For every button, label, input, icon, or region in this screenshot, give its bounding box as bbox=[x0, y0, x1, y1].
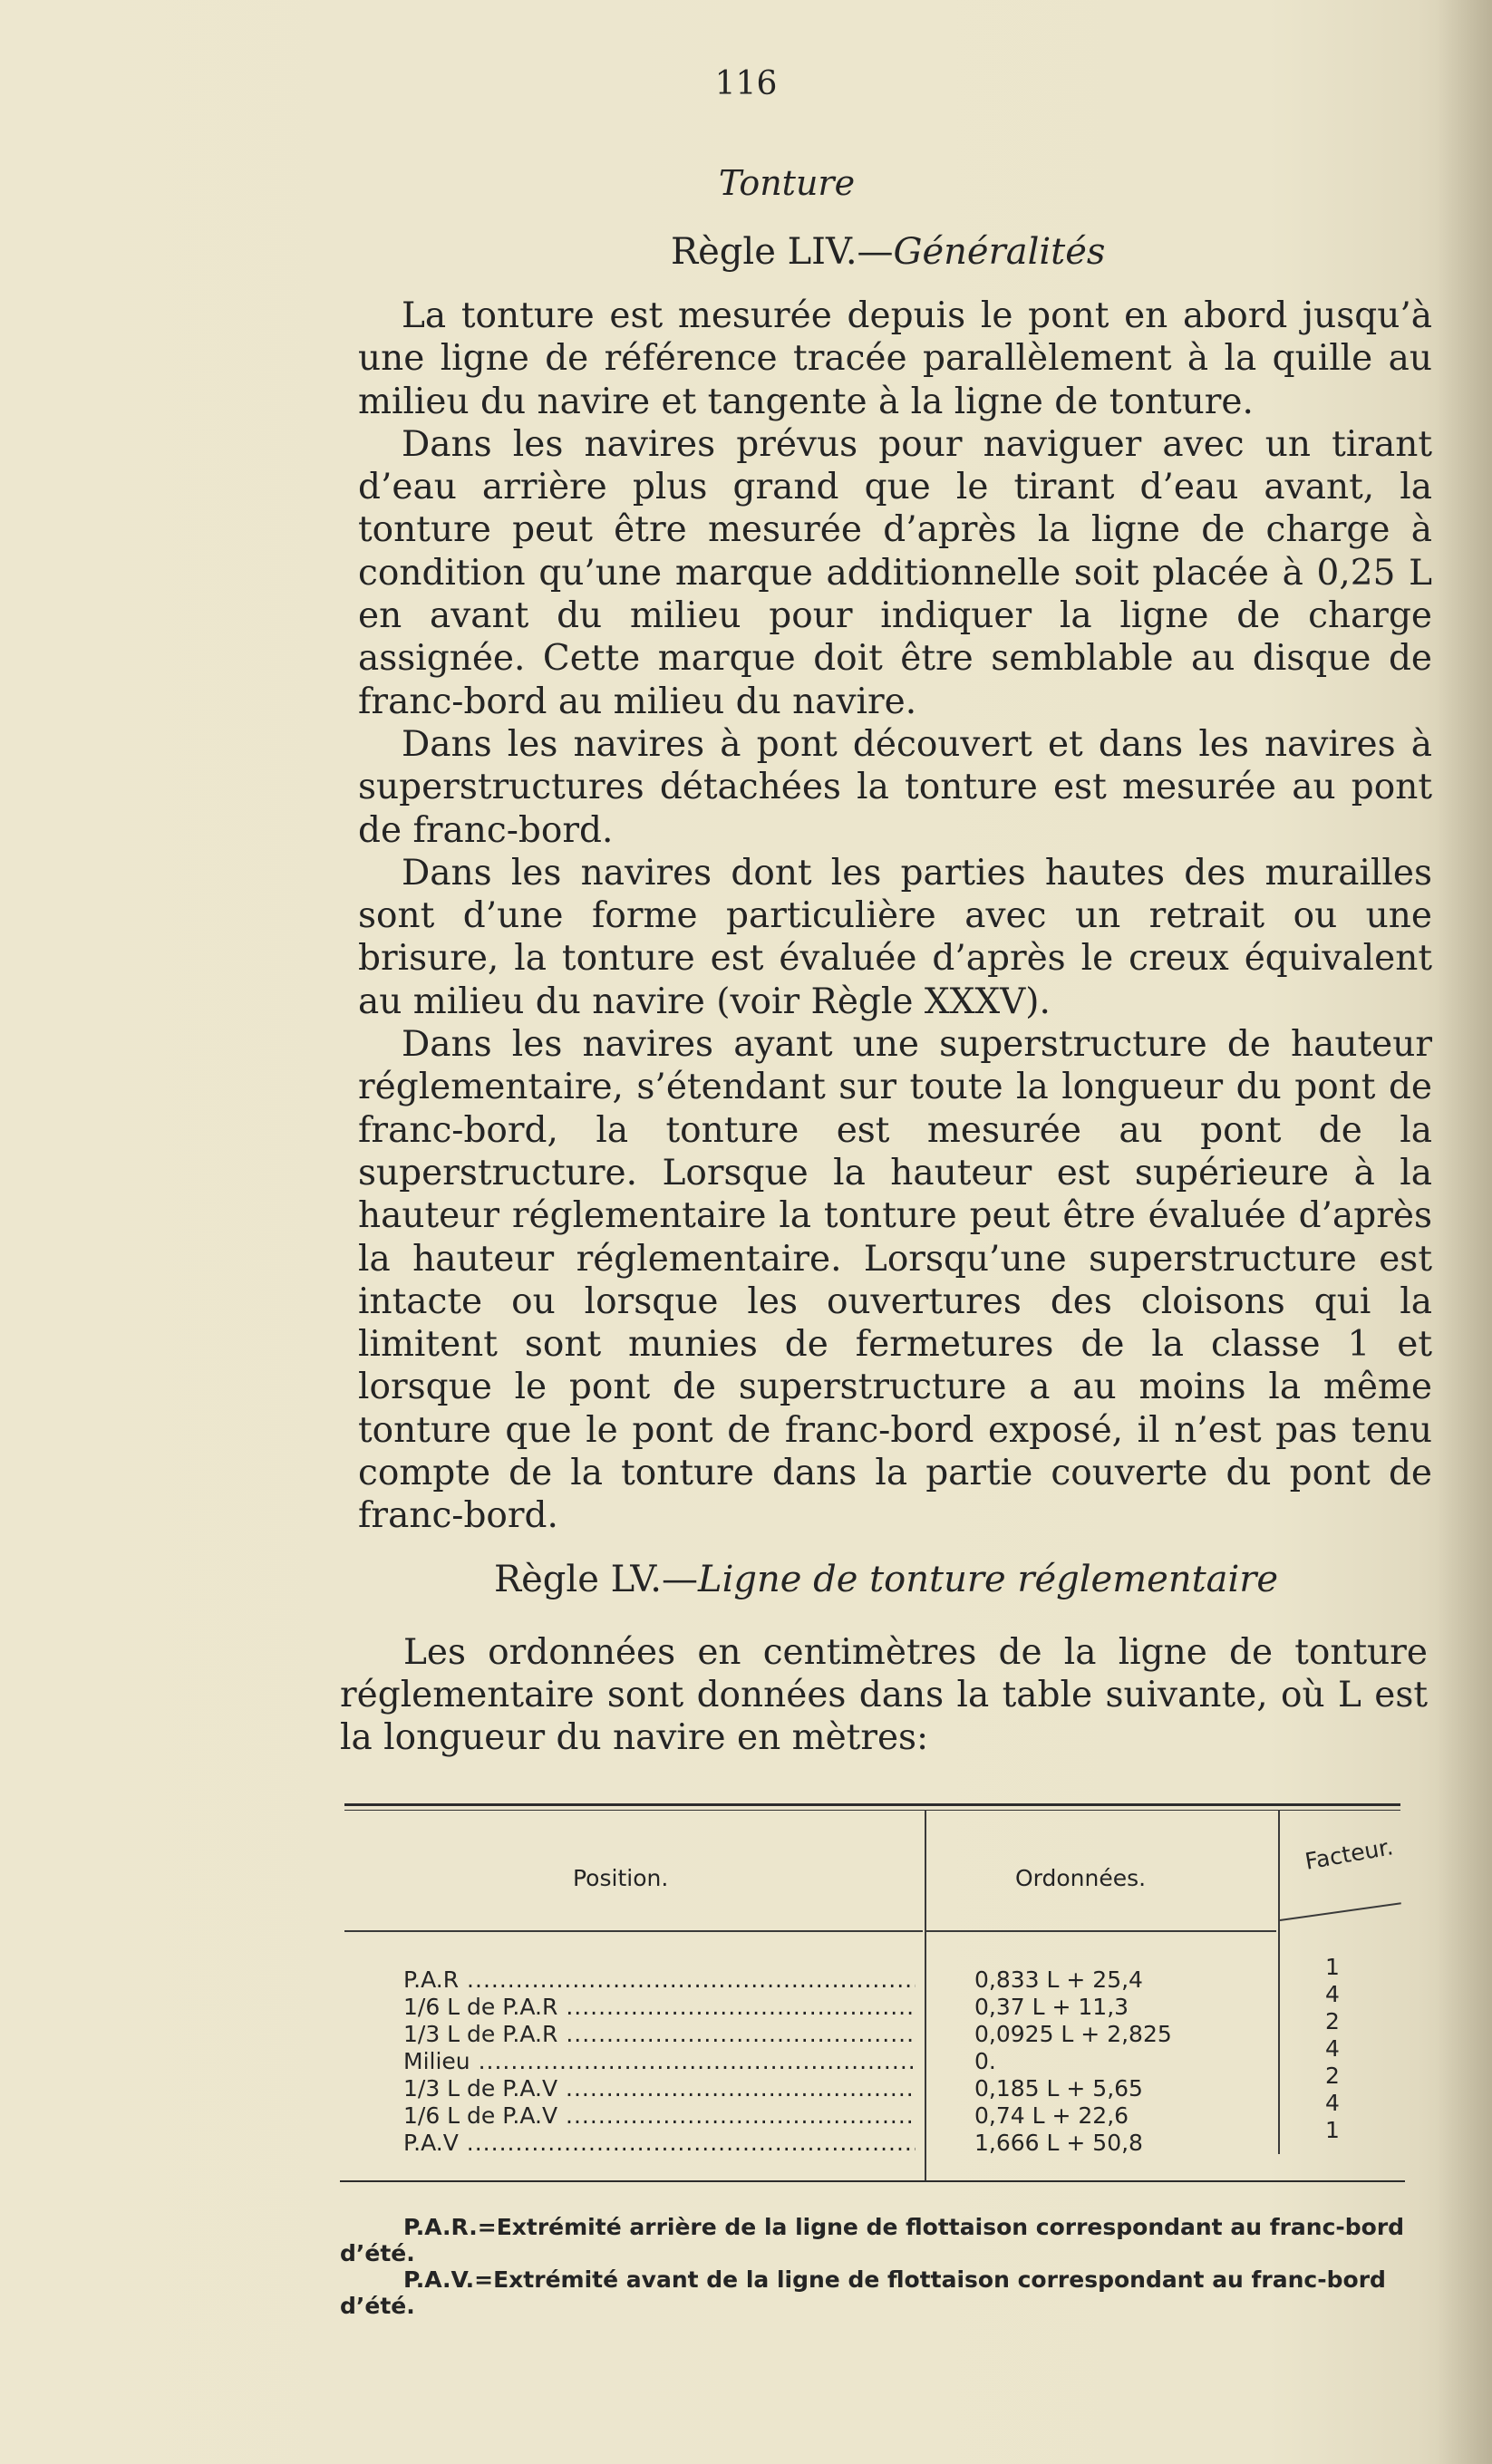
table-row bbox=[0, 1981, 1492, 2020]
table-intro bbox=[340, 1631, 1428, 1759]
cell-ordonnee: 1,666 L + 50,8 bbox=[974, 2130, 1143, 2156]
header-rule bbox=[1280, 1902, 1401, 1921]
cell-facteur: 2 bbox=[1325, 2008, 1340, 2034]
table-bottom-rule bbox=[340, 2180, 1405, 2182]
cell-ordonnee: 0,833 L + 25,4 bbox=[974, 1966, 1143, 1993]
cell-facteur: 4 bbox=[1325, 1981, 1340, 2007]
cell-position: P.A.R ..... bbox=[403, 1966, 916, 1993]
rule-liv-label: Règle LIV.— bbox=[671, 231, 894, 273]
cell-position: 1/3 L de P.A.R ..... bbox=[403, 2021, 916, 2047]
rule-lv-heading bbox=[494, 1559, 1278, 1600]
cell-facteur: 1 bbox=[1325, 1954, 1340, 1980]
cell-facteur: 1 bbox=[1325, 2117, 1340, 2143]
rule-lv-title: Ligne de tonture réglementaire bbox=[698, 1559, 1279, 1600]
table-row bbox=[0, 2117, 1492, 2156]
rule-liv-title: Généralités bbox=[893, 231, 1106, 273]
cell-facteur: 4 bbox=[1325, 2035, 1340, 2062]
table-row bbox=[0, 2063, 1492, 2102]
footnotes bbox=[340, 2214, 1428, 2319]
table-top-rule bbox=[344, 1803, 1400, 1806]
header-rule bbox=[926, 1930, 1276, 1932]
rule-liv-body bbox=[358, 295, 1432, 1538]
header-ordonnees: Ordonnées. bbox=[1015, 1865, 1147, 1891]
cell-facteur: 4 bbox=[1325, 2090, 1340, 2116]
header-position: Position. bbox=[573, 1865, 669, 1891]
cell-position: 1/6 L de P.A.R ..... bbox=[403, 1994, 916, 2020]
table-top-rule-thin bbox=[344, 1810, 1400, 1811]
header-rule bbox=[344, 1930, 923, 1932]
cell-ordonnee: 0,74 L + 22,6 bbox=[974, 2102, 1129, 2129]
page-number: 116 bbox=[714, 65, 778, 102]
paragraph: Dans les navires dont les parties hautes des murailles sont d’une forme particulière avec un retrait ou une brisure, la tonture est évaluée d’après le creux équivalent au milieu du navire (voir Règle XXXV). bbox=[358, 852, 1432, 1022]
cell-ordonnee: 0. bbox=[974, 2048, 996, 2074]
cell-ordonnee: 0,185 L + 5,65 bbox=[974, 2075, 1143, 2102]
header-facteur: Facteur. bbox=[1303, 1833, 1396, 1875]
footnote: P.A.V.=Extrémité avant de la ligne de flottaison correspondant au franc-bord d’été. bbox=[340, 2266, 1386, 2319]
cell-position: 1/3 L de P.A.V ..... bbox=[403, 2075, 916, 2102]
cell-position: Milieu ..... bbox=[403, 2048, 916, 2074]
table-row bbox=[0, 2090, 1492, 2129]
cell-ordonnee: 0,0925 L + 2,825 bbox=[974, 2021, 1172, 2047]
paragraph: La tonture est mesurée depuis le pont en abord jusqu’à une ligne de référence tracée parallèlement à la quille au milieu du navire et tangente à la ligne de tonture. bbox=[358, 295, 1432, 422]
footnote: P.A.R.=Extrémité arrière de la ligne de flottaison correspondant au franc-bord d’été. bbox=[340, 2214, 1405, 2266]
cell-ordonnee: 0,37 L + 11,3 bbox=[974, 1994, 1129, 2020]
intro-paragraph: Les ordonnées en centimètres de la ligne de tonture réglementaire sont données dans la table suivante, où L est la longueur du navire en mètres: bbox=[340, 1632, 1428, 1758]
paragraph: Dans les navires à pont découvert et dans les navires à superstructures détachées la tonture est mesurée au pont de franc-bord. bbox=[358, 723, 1432, 851]
rule-liv-heading bbox=[671, 231, 1105, 273]
table-row bbox=[0, 1954, 1492, 1993]
section-title: Tonture bbox=[718, 163, 856, 203]
paragraph: Dans les navires prévus pour naviguer avec un tirant d’eau arrière plus grand que le tirant d’eau avant, la tonture peut être mesurée d’après la ligne de charge à condition qu’une marque additionnelle soit placée à 0,25 L en avant du milieu pour indiquer la ligne de charge assignée. Cette marque doit être semblable au disque de franc-bord au milieu du navire. bbox=[358, 423, 1432, 722]
table-row bbox=[0, 2035, 1492, 2074]
table-row bbox=[0, 2008, 1492, 2047]
cell-position: P.A.V ..... bbox=[403, 2130, 916, 2156]
cell-facteur: 2 bbox=[1325, 2063, 1340, 2089]
rule-lv-label: Règle LV.— bbox=[494, 1559, 698, 1600]
cell-position: 1/6 L de P.A.V ..... bbox=[403, 2102, 916, 2129]
paragraph: Dans les navires ayant une superstructure de hauteur réglementaire, s’étendant sur toute la longueur du pont de franc-bord, la tonture est mesurée au pont de la superstructure. Lorsque la hauteur est supérieure à la hauteur réglementaire la tonture peut être évaluée d’après la hauteur réglementaire. Lorsqu’une superstructure est intacte ou lorsque les ouvertures des cloisons qui la limitent sont munies de fermetures de la classe 1 et lorsque le pont de superstructure a au moins la même tonture que le pont de franc-bord exposé, il n’est pas tenu compte de la tonture dans la partie couverte du pont de franc-bord. bbox=[358, 1024, 1432, 1537]
